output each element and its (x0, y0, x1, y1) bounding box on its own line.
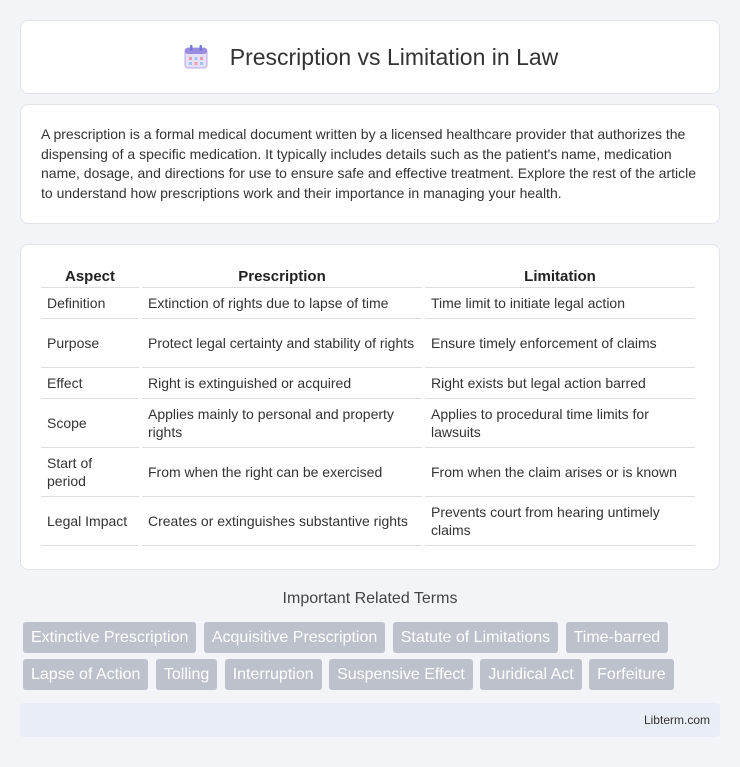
footer-site-link[interactable]: Libterm.com (643, 713, 710, 727)
table-cell: Right exists but legal action barred (425, 368, 695, 399)
table-cell: Extinction of rights due to lapse of time (142, 288, 422, 319)
table-cell: Time limit to initiate legal action (425, 288, 695, 319)
table-row (41, 319, 695, 368)
related-terms-list (23, 622, 723, 696)
intro-card (20, 104, 720, 224)
page-title: Prescription vs Limitation in Law (229, 43, 559, 70)
table-cell: Creates or extinguishes substantive rights (142, 497, 422, 546)
related-term-tag[interactable]: Lapse of Action (23, 659, 148, 690)
table-cell: Definition (41, 288, 139, 319)
table-cell: Effect (41, 368, 139, 399)
footer (20, 703, 720, 737)
column-header-limitation: Limitation (425, 265, 695, 288)
related-terms-title: Important Related Terms (282, 590, 458, 607)
column-header-prescription: Prescription (142, 265, 422, 288)
table-row (41, 497, 695, 546)
comparison-card (20, 244, 720, 570)
table-cell: Legal Impact (41, 497, 139, 546)
related-term-tag[interactable]: Interruption (225, 659, 322, 690)
title-card (20, 20, 720, 94)
table-header-row (41, 265, 695, 288)
table-cell: Prevents court from hearing untimely claims (425, 497, 695, 546)
comparison-table (38, 265, 698, 546)
calendar-icon (182, 43, 210, 71)
table-row (41, 399, 695, 448)
table-row (41, 368, 695, 399)
related-term-tag[interactable]: Acquisitive Prescription (204, 622, 385, 653)
table-cell: Applies to procedural time limits for lawsuits (425, 399, 695, 448)
table-cell: Protect legal certainty and stability of rights (142, 319, 422, 368)
table-cell: Purpose (41, 319, 139, 368)
table-cell: Scope (41, 399, 139, 448)
table-cell: From when the claim arises or is known (425, 448, 695, 497)
related-term-tag[interactable]: Time-barred (566, 622, 669, 653)
table-row (41, 288, 695, 319)
related-term-tag[interactable]: Forfeiture (589, 659, 673, 690)
intro-text: A prescription is a formal medical document written by a licensed healthcare provider that authorizes the dispensing of a specific medication. It typically includes details such as the patient's name, medication name, dosage, and directions for use to ensure safe and effective treatment. Explore the rest of the article to understand how prescriptions work and their importance in managing your health. (41, 126, 697, 201)
related-term-tag[interactable]: Juridical Act (480, 659, 581, 690)
column-header-aspect: Aspect (41, 265, 139, 288)
related-term-tag[interactable]: Extinctive Prescription (23, 622, 196, 653)
table-cell: Start of period (41, 448, 139, 497)
table-cell: Ensure timely enforcement of claims (425, 319, 695, 368)
related-term-tag[interactable]: Tolling (156, 659, 217, 690)
related-term-tag[interactable]: Statute of Limitations (393, 622, 558, 653)
related-term-tag[interactable]: Suspensive Effect (329, 659, 473, 690)
table-cell: From when the right can be exercised (142, 448, 422, 497)
table-row (41, 448, 695, 497)
table-cell: Right is extinguished or acquired (142, 368, 422, 399)
table-cell: Applies mainly to personal and property rights (142, 399, 422, 448)
